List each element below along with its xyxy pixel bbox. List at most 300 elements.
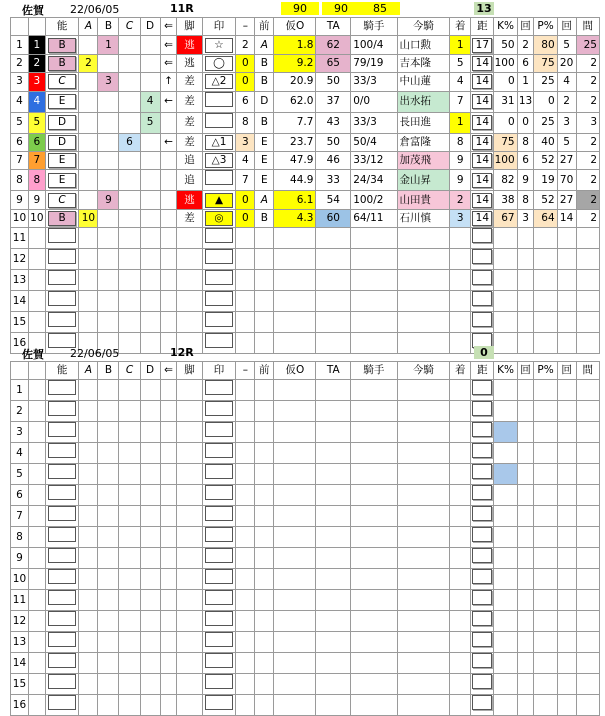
odds: 20.9: [274, 73, 316, 91]
prediction-mark[interactable]: [202, 464, 236, 485]
ability[interactable]: [45, 548, 79, 569]
prediction-mark-box[interactable]: [205, 632, 233, 647]
distance-box[interactable]: 14: [472, 135, 492, 150]
ability[interactable]: [45, 249, 79, 270]
horse-number: [28, 291, 45, 312]
dash-value: [236, 695, 255, 716]
ability[interactable]: [45, 73, 79, 91]
row-number: 14: [11, 291, 29, 312]
distance[interactable]: [471, 590, 494, 611]
ability[interactable]: [45, 443, 79, 464]
ability[interactable]: [45, 270, 79, 291]
style: [177, 653, 202, 674]
prediction-mark[interactable]: [202, 73, 236, 91]
jockey-record: 79/19: [351, 54, 397, 72]
ability-box[interactable]: D: [48, 115, 76, 130]
horse-number: [28, 569, 45, 590]
distance[interactable]: [471, 506, 494, 527]
horse-number: [28, 611, 45, 632]
ability-box[interactable]: [48, 653, 76, 668]
distance[interactable]: [471, 485, 494, 506]
prediction-mark[interactable]: [202, 611, 236, 632]
interval: [576, 270, 599, 291]
distance-box[interactable]: [472, 443, 492, 458]
ability-box[interactable]: [48, 506, 76, 521]
top-value-2: 90: [322, 2, 360, 15]
interval: [576, 590, 599, 611]
ability-box[interactable]: [48, 464, 76, 479]
distance-box[interactable]: [472, 569, 492, 584]
prediction-mark-box[interactable]: [205, 333, 233, 348]
ability[interactable]: [45, 590, 79, 611]
prediction-mark-box[interactable]: △3: [205, 153, 233, 168]
distance[interactable]: [471, 312, 494, 333]
ta-value: [316, 506, 351, 527]
ability-box[interactable]: [48, 674, 76, 689]
distance[interactable]: [471, 151, 494, 169]
k-count: 13: [517, 91, 534, 112]
ability[interactable]: [45, 380, 79, 401]
jockey: [397, 228, 450, 249]
row-number: 10: [11, 209, 29, 227]
ability-box[interactable]: [48, 422, 76, 437]
arrow: [160, 548, 177, 569]
ability[interactable]: [45, 91, 79, 112]
ability[interactable]: [45, 653, 79, 674]
ta-value: [316, 401, 351, 422]
prediction-mark-box[interactable]: ☆: [205, 38, 233, 53]
ability[interactable]: [45, 209, 79, 227]
distance-box[interactable]: 14: [472, 115, 492, 130]
distance-box[interactable]: [472, 653, 492, 668]
prediction-mark-box[interactable]: [205, 312, 233, 327]
ability-box[interactable]: E: [48, 153, 76, 168]
jockey-record: [351, 632, 397, 653]
ability-box[interactable]: [48, 695, 76, 710]
distance[interactable]: [471, 133, 494, 151]
distance[interactable]: [471, 527, 494, 548]
mark-d: [140, 653, 160, 674]
horse-number: [28, 422, 45, 443]
distance[interactable]: [471, 291, 494, 312]
prediction-mark-box[interactable]: [205, 548, 233, 563]
mark-c: [119, 333, 140, 354]
prediction-mark-box[interactable]: [205, 653, 233, 668]
ability[interactable]: [45, 422, 79, 443]
horse-number: [28, 653, 45, 674]
distance[interactable]: [471, 91, 494, 112]
prediction-mark-box[interactable]: [205, 113, 233, 128]
prediction-mark-box[interactable]: [205, 506, 233, 521]
ability-box[interactable]: [48, 527, 76, 542]
ability-box[interactable]: D: [48, 135, 76, 150]
prediction-mark[interactable]: [202, 632, 236, 653]
prediction-mark-box[interactable]: [205, 590, 233, 605]
ability[interactable]: [45, 312, 79, 333]
horse-number: 2: [28, 54, 45, 72]
ta-value: 62: [316, 36, 351, 54]
dash-value: 2: [236, 36, 255, 54]
ability-box[interactable]: [48, 312, 76, 327]
prediction-mark[interactable]: [202, 209, 236, 227]
ability[interactable]: [45, 569, 79, 590]
mark-c: [119, 209, 140, 227]
prediction-mark-box[interactable]: ◎: [205, 211, 233, 226]
k-count: [517, 632, 534, 653]
mark-d: [140, 632, 160, 653]
distance[interactable]: [471, 54, 494, 72]
prediction-mark-box[interactable]: [205, 92, 233, 107]
distance-box[interactable]: [472, 674, 492, 689]
distance-box[interactable]: [472, 527, 492, 542]
distance-box[interactable]: [472, 291, 492, 306]
prediction-mark[interactable]: [202, 485, 236, 506]
dash-value: 0: [236, 191, 255, 209]
empty-row: [11, 401, 600, 422]
p-pct: [534, 527, 557, 548]
mark-a: [79, 548, 98, 569]
distance-box[interactable]: [472, 422, 492, 437]
mark-c: [119, 590, 140, 611]
mark-c: [119, 151, 140, 169]
style: 逃: [177, 54, 202, 72]
row-number: 9: [11, 548, 29, 569]
arrow: [160, 674, 177, 695]
distance[interactable]: [471, 422, 494, 443]
p-count: 27: [557, 191, 576, 209]
ability-box[interactable]: [48, 249, 76, 264]
prediction-mark-box[interactable]: [205, 443, 233, 458]
style: [177, 632, 202, 653]
prediction-mark[interactable]: [202, 443, 236, 464]
ability[interactable]: [45, 695, 79, 716]
jockey: 出水拓: [397, 91, 450, 112]
distance[interactable]: [471, 228, 494, 249]
prediction-mark[interactable]: [202, 527, 236, 548]
ability-box[interactable]: E: [48, 173, 76, 188]
ability[interactable]: [45, 291, 79, 312]
ability-box[interactable]: [48, 632, 76, 647]
distance[interactable]: [471, 464, 494, 485]
ability[interactable]: [45, 632, 79, 653]
distance-box[interactable]: [472, 270, 492, 285]
distance[interactable]: [471, 632, 494, 653]
odds: 47.9: [274, 151, 316, 169]
distance-box[interactable]: [472, 228, 492, 243]
distance[interactable]: [471, 191, 494, 209]
prediction-mark[interactable]: [202, 380, 236, 401]
ability-box[interactable]: [48, 380, 76, 395]
ta-value: [316, 291, 351, 312]
prediction-mark-box[interactable]: [205, 695, 233, 710]
prediction-mark[interactable]: [202, 36, 236, 54]
ability[interactable]: [45, 611, 79, 632]
prediction-mark-box[interactable]: ▲: [205, 193, 233, 208]
distance-box[interactable]: 17: [472, 38, 492, 53]
prediction-mark[interactable]: [202, 695, 236, 716]
prediction-mark[interactable]: [202, 548, 236, 569]
ability[interactable]: [45, 506, 79, 527]
ability[interactable]: [45, 674, 79, 695]
mark-a: [79, 506, 98, 527]
prediction-mark[interactable]: [202, 270, 236, 291]
ability[interactable]: [45, 170, 79, 191]
distance-box[interactable]: 14: [472, 211, 492, 226]
ability-box[interactable]: [48, 228, 76, 243]
prediction-mark-box[interactable]: [205, 291, 233, 306]
distance-box[interactable]: 14: [472, 173, 492, 188]
prediction-mark[interactable]: [202, 249, 236, 270]
ability-box[interactable]: [48, 485, 76, 500]
distance[interactable]: [471, 36, 494, 54]
row-number: 3: [11, 73, 29, 91]
distance[interactable]: [471, 209, 494, 227]
distance[interactable]: [471, 270, 494, 291]
distance[interactable]: [471, 611, 494, 632]
ability-box[interactable]: E: [48, 94, 76, 109]
horse-number: [28, 548, 45, 569]
ability[interactable]: [45, 112, 79, 133]
prediction-mark[interactable]: [202, 170, 236, 191]
finish: [450, 464, 471, 485]
empty-row: [11, 611, 600, 632]
mark-b: [98, 291, 119, 312]
jockey: [397, 401, 450, 422]
ability[interactable]: [45, 401, 79, 422]
ability[interactable]: [45, 228, 79, 249]
prediction-mark[interactable]: [202, 401, 236, 422]
prediction-mark-box[interactable]: [205, 380, 233, 395]
horse-row: [11, 191, 600, 209]
distance[interactable]: [471, 674, 494, 695]
k-pct: 38: [494, 191, 517, 209]
prediction-mark[interactable]: [202, 674, 236, 695]
distance-box[interactable]: [472, 464, 492, 479]
ability-box[interactable]: C: [48, 193, 76, 208]
prediction-mark-box[interactable]: [205, 249, 233, 264]
distance[interactable]: [471, 695, 494, 716]
distance-box[interactable]: [472, 312, 492, 327]
horse-row: [11, 91, 600, 112]
ta-value: 54: [316, 191, 351, 209]
distance[interactable]: [471, 569, 494, 590]
prediction-mark[interactable]: [202, 312, 236, 333]
dash-value: [236, 506, 255, 527]
ability[interactable]: [45, 527, 79, 548]
prediction-mark-box[interactable]: [205, 422, 233, 437]
distance-box[interactable]: [472, 401, 492, 416]
ability[interactable]: [45, 151, 79, 169]
date-label: 22/06/05: [70, 3, 120, 16]
prediction-mark-box[interactable]: ◯: [205, 56, 233, 71]
p-count: 14: [557, 209, 576, 227]
header-k-count: 回: [517, 362, 534, 380]
finish: 4: [450, 73, 471, 91]
ta-value: [316, 674, 351, 695]
prediction-mark[interactable]: [202, 112, 236, 133]
distance-box[interactable]: [472, 590, 492, 605]
prediction-mark[interactable]: [202, 590, 236, 611]
mark-c: [119, 170, 140, 191]
k-count: 8: [517, 133, 534, 151]
mark-b: [98, 674, 119, 695]
prediction-mark[interactable]: [202, 228, 236, 249]
distance[interactable]: [471, 112, 494, 133]
mark-b: [98, 401, 119, 422]
distance-box[interactable]: [472, 548, 492, 563]
distance-box[interactable]: 14: [472, 94, 492, 109]
header-jockey: 今騎: [397, 18, 450, 36]
distance-box[interactable]: 14: [472, 193, 492, 208]
ability[interactable]: [45, 191, 79, 209]
distance[interactable]: [471, 653, 494, 674]
ability-box[interactable]: [48, 569, 76, 584]
prediction-mark[interactable]: [202, 422, 236, 443]
prediction-mark-box[interactable]: [205, 401, 233, 416]
distance-box[interactable]: [472, 695, 492, 710]
k-count: [517, 312, 534, 333]
ability-box[interactable]: B: [48, 56, 76, 71]
ability[interactable]: [45, 36, 79, 54]
interval: 25: [576, 36, 599, 54]
distance[interactable]: [471, 443, 494, 464]
row-number: 13: [11, 270, 29, 291]
prediction-mark[interactable]: [202, 506, 236, 527]
k-count: 1: [517, 73, 534, 91]
prediction-mark[interactable]: [202, 569, 236, 590]
dash-value: [236, 228, 255, 249]
ability[interactable]: [45, 485, 79, 506]
ability-box[interactable]: C: [48, 74, 76, 89]
distance[interactable]: [471, 170, 494, 191]
race-number: 12R: [170, 346, 194, 359]
k-count: [517, 464, 534, 485]
mark-b: [98, 632, 119, 653]
style: [177, 401, 202, 422]
distance[interactable]: [471, 401, 494, 422]
distance[interactable]: [471, 380, 494, 401]
jockey-record: [351, 590, 397, 611]
ability-box[interactable]: B: [48, 211, 76, 226]
ability-box[interactable]: [48, 333, 76, 348]
prediction-mark-box[interactable]: [205, 527, 233, 542]
jockey: 石川慎: [397, 209, 450, 227]
distance[interactable]: [471, 73, 494, 91]
mark-c: [119, 485, 140, 506]
header-distance: 距: [471, 362, 494, 380]
ability-box[interactable]: [48, 401, 76, 416]
k-pct: [494, 485, 517, 506]
style: [177, 380, 202, 401]
distance-box[interactable]: [472, 485, 492, 500]
ability-box[interactable]: [48, 270, 76, 285]
prediction-mark[interactable]: [202, 191, 236, 209]
prediction-mark-box[interactable]: [205, 674, 233, 689]
mark-a: [79, 485, 98, 506]
prediction-mark[interactable]: [202, 291, 236, 312]
p-pct: 25: [534, 73, 557, 91]
distance[interactable]: [471, 548, 494, 569]
prediction-mark[interactable]: [202, 133, 236, 151]
style: 差: [177, 91, 202, 112]
empty-row: [11, 464, 600, 485]
horse-number: [28, 228, 45, 249]
prediction-mark-box[interactable]: [205, 611, 233, 626]
dash-value: [236, 632, 255, 653]
header-finish: 着: [450, 18, 471, 36]
prediction-mark-box[interactable]: [205, 228, 233, 243]
ability[interactable]: [45, 464, 79, 485]
jockey-record: [351, 548, 397, 569]
prediction-mark-box[interactable]: △2: [205, 74, 233, 89]
position: [255, 632, 274, 653]
prediction-mark-box[interactable]: [205, 569, 233, 584]
ability-box[interactable]: B: [48, 38, 76, 53]
k-pct: [494, 443, 517, 464]
ta-value: [316, 380, 351, 401]
row-number: 1: [11, 36, 29, 54]
mark-c: [119, 422, 140, 443]
distance-box[interactable]: 14: [472, 74, 492, 89]
distance[interactable]: [471, 249, 494, 270]
horse-number: 4: [28, 91, 45, 112]
prediction-mark-box[interactable]: [205, 464, 233, 479]
ability[interactable]: [45, 54, 79, 72]
distance-box[interactable]: [472, 611, 492, 626]
distance-box[interactable]: [472, 249, 492, 264]
distance-box[interactable]: [472, 506, 492, 521]
ability-box[interactable]: [48, 590, 76, 605]
distance-box[interactable]: 14: [472, 56, 492, 71]
style: [177, 249, 202, 270]
ability-box[interactable]: [48, 443, 76, 458]
odds: [274, 653, 316, 674]
prediction-mark-box[interactable]: [205, 485, 233, 500]
p-pct: [534, 380, 557, 401]
prediction-mark-box[interactable]: [205, 170, 233, 185]
prediction-mark-box[interactable]: [205, 270, 233, 285]
distance-box[interactable]: [472, 632, 492, 647]
ta-value: 46: [316, 151, 351, 169]
style: 差: [177, 112, 202, 133]
interval: [576, 249, 599, 270]
mark-a: [79, 291, 98, 312]
prediction-mark[interactable]: [202, 151, 236, 169]
dash-value: [236, 270, 255, 291]
style: 追: [177, 170, 202, 191]
prediction-mark[interactable]: [202, 653, 236, 674]
ability[interactable]: [45, 133, 79, 151]
prediction-mark-box[interactable]: △1: [205, 135, 233, 150]
distance-box[interactable]: 14: [472, 153, 492, 168]
mark-c: [119, 228, 140, 249]
arrow: [160, 443, 177, 464]
ability-box[interactable]: [48, 548, 76, 563]
distance-box[interactable]: [472, 380, 492, 395]
k-count: [517, 653, 534, 674]
prediction-mark[interactable]: [202, 333, 236, 354]
odds: 1.8: [274, 36, 316, 54]
interval: 2: [576, 170, 599, 191]
k-count: [517, 333, 534, 354]
arrow: [160, 611, 177, 632]
prediction-mark[interactable]: [202, 91, 236, 112]
ability-box[interactable]: [48, 611, 76, 626]
jockey: [397, 422, 450, 443]
dash-value: 4: [236, 151, 255, 169]
ability-box[interactable]: [48, 291, 76, 306]
prediction-mark[interactable]: [202, 54, 236, 72]
